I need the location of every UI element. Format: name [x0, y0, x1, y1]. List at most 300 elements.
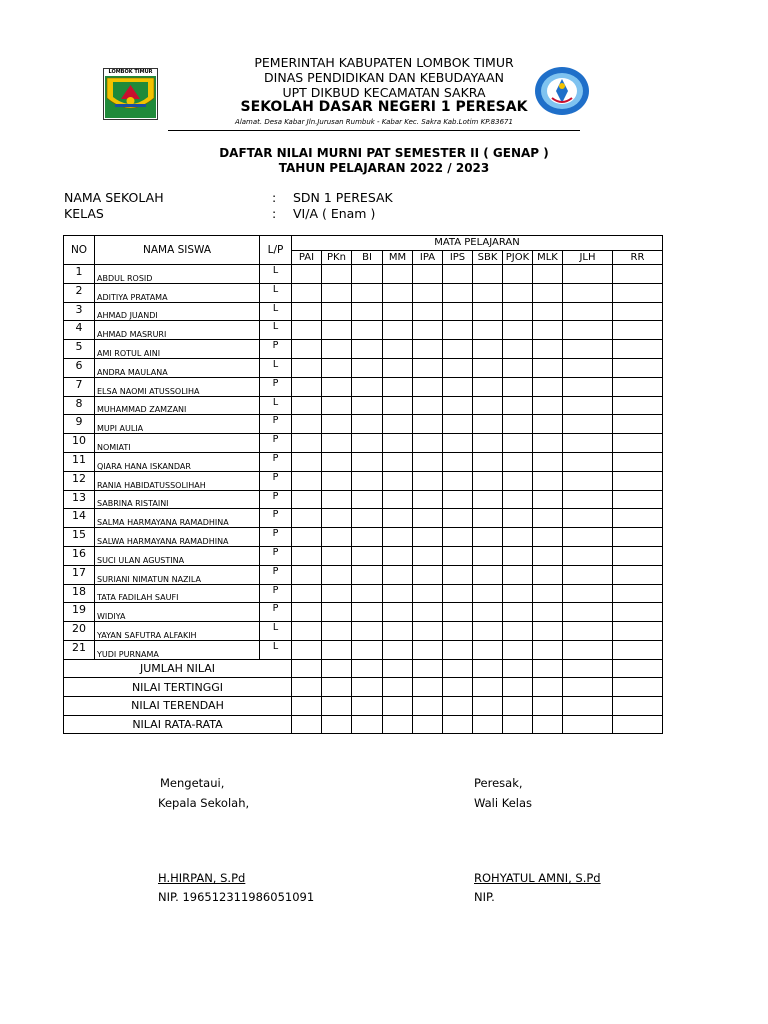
grade-cell[interactable] [563, 490, 613, 509]
summary-cell[interactable] [413, 715, 443, 734]
grade-cell[interactable] [613, 358, 663, 377]
grade-cell[interactable] [322, 358, 352, 377]
grade-cell[interactable] [292, 302, 322, 321]
header-subject-sbk: SBK [473, 250, 503, 265]
grade-cell[interactable] [443, 321, 473, 340]
grade-cell[interactable] [563, 509, 613, 528]
summary-cell[interactable] [563, 678, 613, 697]
summary-cell[interactable] [473, 696, 503, 715]
grade-cell[interactable] [563, 415, 613, 434]
grade-cell[interactable] [563, 603, 613, 622]
grade-cell[interactable] [413, 358, 443, 377]
grade-cell[interactable] [473, 283, 503, 302]
grade-cell[interactable] [563, 528, 613, 547]
grade-cell[interactable] [292, 415, 322, 434]
grade-cell[interactable] [383, 565, 413, 584]
summary-cell[interactable] [533, 659, 563, 678]
grade-cell[interactable] [443, 377, 473, 396]
grade-cell[interactable] [473, 603, 503, 622]
row-gender: L [260, 396, 292, 415]
grade-cell[interactable] [383, 358, 413, 377]
grade-cell[interactable] [413, 415, 443, 434]
grade-cell[interactable] [503, 528, 533, 547]
grade-cell[interactable] [322, 321, 352, 340]
grade-cell[interactable] [413, 622, 443, 641]
grade-cell[interactable] [443, 565, 473, 584]
grade-cell[interactable] [533, 283, 563, 302]
grade-cell[interactable] [563, 452, 613, 471]
grade-cell[interactable] [292, 546, 322, 565]
summary-cell[interactable] [413, 659, 443, 678]
grade-cell[interactable] [383, 302, 413, 321]
grade-cell[interactable] [383, 471, 413, 490]
row-number: 6 [64, 358, 95, 377]
summary-cell[interactable] [352, 696, 383, 715]
grade-cell[interactable] [473, 528, 503, 547]
grade-cell[interactable] [563, 265, 613, 284]
grade-cell[interactable] [563, 471, 613, 490]
grade-cell[interactable] [322, 509, 352, 528]
grade-cell[interactable] [473, 302, 503, 321]
grade-cell[interactable] [352, 358, 383, 377]
grade-cell[interactable] [563, 622, 613, 641]
summary-cell[interactable] [352, 678, 383, 697]
summary-cell[interactable] [322, 659, 352, 678]
grade-cell[interactable] [322, 302, 352, 321]
grade-cell[interactable] [503, 603, 533, 622]
grade-cell[interactable] [383, 377, 413, 396]
grade-cell[interactable] [383, 509, 413, 528]
grade-cell[interactable] [413, 471, 443, 490]
grade-cell[interactable] [292, 358, 322, 377]
grade-cell[interactable] [563, 283, 613, 302]
grade-cell[interactable] [473, 452, 503, 471]
letterhead-department: DINAS PENDIDIKAN DAN KEBUDAYAAN [264, 70, 504, 85]
row-gender: P [260, 340, 292, 359]
grade-cell[interactable] [503, 283, 533, 302]
summary-cell[interactable] [503, 715, 533, 734]
row-number: 9 [64, 415, 95, 434]
grade-cell[interactable] [613, 396, 663, 415]
grade-cell[interactable] [613, 490, 663, 509]
grade-cell[interactable] [443, 490, 473, 509]
grade-cell[interactable] [563, 377, 613, 396]
grade-cell[interactable] [533, 377, 563, 396]
grade-cell[interactable] [352, 490, 383, 509]
summary-cell[interactable] [443, 696, 473, 715]
grade-cell[interactable] [533, 528, 563, 547]
grade-cell[interactable] [613, 603, 663, 622]
summary-cell[interactable] [383, 659, 413, 678]
row-number: 21 [64, 640, 95, 659]
grade-cell[interactable] [322, 415, 352, 434]
grade-cell[interactable] [503, 377, 533, 396]
grade-cell[interactable] [443, 283, 473, 302]
grade-cell[interactable] [413, 565, 443, 584]
grade-cell[interactable] [322, 490, 352, 509]
grade-cell[interactable] [503, 396, 533, 415]
grade-cell[interactable] [413, 434, 443, 453]
grade-cell[interactable] [533, 396, 563, 415]
grade-cell[interactable] [383, 396, 413, 415]
summary-cell[interactable] [443, 678, 473, 697]
grade-cell[interactable] [503, 434, 533, 453]
grade-cell[interactable] [473, 565, 503, 584]
grade-cell[interactable] [352, 302, 383, 321]
grade-cell[interactable] [322, 377, 352, 396]
summary-cell[interactable] [383, 715, 413, 734]
grade-cell[interactable] [533, 415, 563, 434]
grade-cell[interactable] [322, 265, 352, 284]
grade-cell[interactable] [563, 302, 613, 321]
grade-cell[interactable] [352, 452, 383, 471]
grade-cell[interactable] [352, 434, 383, 453]
class-separator: : [272, 206, 277, 221]
grade-cell[interactable] [503, 546, 533, 565]
summary-cell[interactable] [292, 678, 322, 697]
grade-cell[interactable] [413, 584, 443, 603]
grade-cell[interactable] [533, 321, 563, 340]
grade-cell[interactable] [292, 640, 322, 659]
grade-cell[interactable] [383, 452, 413, 471]
grade-cell[interactable] [503, 340, 533, 359]
grade-cell[interactable] [443, 528, 473, 547]
grade-cell[interactable] [533, 471, 563, 490]
summary-cell[interactable] [563, 715, 613, 734]
grade-cell[interactable] [383, 265, 413, 284]
grade-cell[interactable] [383, 584, 413, 603]
grade-cell[interactable] [292, 396, 322, 415]
summary-cell[interactable] [473, 678, 503, 697]
grade-cell[interactable] [503, 302, 533, 321]
summary-cell[interactable] [613, 696, 663, 715]
header-subject-rr: RR [613, 250, 663, 265]
grade-cell[interactable] [322, 640, 352, 659]
grade-cell[interactable] [322, 434, 352, 453]
grade-cell[interactable] [503, 490, 533, 509]
grade-cell[interactable] [533, 509, 563, 528]
grade-cell[interactable] [473, 546, 503, 565]
row-student-name: ABDUL ROSID [95, 265, 260, 284]
grade-cell[interactable] [322, 584, 352, 603]
grade-cell[interactable] [563, 396, 613, 415]
signature-left-nip: NIP. 196512311986051091 [158, 890, 315, 904]
grade-cell[interactable] [413, 340, 443, 359]
summary-cell[interactable] [383, 678, 413, 697]
grade-cell[interactable] [503, 622, 533, 641]
grade-cell[interactable] [292, 434, 322, 453]
grade-cell[interactable] [613, 283, 663, 302]
header-subject-mm: MM [383, 250, 413, 265]
grade-cell[interactable] [352, 265, 383, 284]
grade-cell[interactable] [443, 584, 473, 603]
grade-cell[interactable] [443, 546, 473, 565]
grade-cell[interactable] [533, 622, 563, 641]
grade-cell[interactable] [613, 302, 663, 321]
grade-cell[interactable] [563, 358, 613, 377]
row-gender: L [260, 358, 292, 377]
grade-cell[interactable] [443, 396, 473, 415]
grade-cell[interactable] [563, 321, 613, 340]
grade-cell[interactable] [613, 321, 663, 340]
grade-cell[interactable] [473, 321, 503, 340]
grade-cell[interactable] [292, 490, 322, 509]
table-row [64, 265, 663, 284]
grade-cell[interactable] [533, 603, 563, 622]
summary-cell[interactable] [613, 678, 663, 697]
grade-cell[interactable] [292, 340, 322, 359]
grade-cell[interactable] [473, 358, 503, 377]
grade-cell[interactable] [352, 528, 383, 547]
header-subject-ips: IPS [443, 250, 473, 265]
summary-cell[interactable] [563, 696, 613, 715]
grade-cell[interactable] [352, 340, 383, 359]
summary-cell[interactable] [322, 678, 352, 697]
grade-cell[interactable] [413, 490, 443, 509]
grade-cell[interactable] [413, 321, 443, 340]
grade-cell[interactable] [443, 340, 473, 359]
grade-cell[interactable] [413, 377, 443, 396]
summary-cell[interactable] [292, 696, 322, 715]
summary-cell[interactable] [413, 696, 443, 715]
summary-cell[interactable] [413, 678, 443, 697]
grade-cell[interactable] [352, 546, 383, 565]
grade-cell[interactable] [322, 396, 352, 415]
grade-cell[interactable] [292, 509, 322, 528]
row-number: 10 [64, 434, 95, 453]
grade-cell[interactable] [563, 640, 613, 659]
grade-cell[interactable] [322, 528, 352, 547]
grade-cell[interactable] [473, 509, 503, 528]
summary-cell[interactable] [533, 715, 563, 734]
summary-cell[interactable] [503, 659, 533, 678]
grade-cell[interactable] [322, 622, 352, 641]
grade-cell[interactable] [613, 546, 663, 565]
grade-cell[interactable] [613, 622, 663, 641]
grade-cell[interactable] [613, 265, 663, 284]
grade-cell[interactable] [533, 302, 563, 321]
summary-cell[interactable] [503, 678, 533, 697]
grade-cell[interactable] [533, 490, 563, 509]
grade-cell[interactable] [443, 265, 473, 284]
grade-cell[interactable] [503, 415, 533, 434]
grade-cell[interactable] [563, 546, 613, 565]
grade-cell[interactable] [443, 640, 473, 659]
grade-cell[interactable] [383, 321, 413, 340]
summary-cell[interactable] [322, 696, 352, 715]
grade-cell[interactable] [292, 283, 322, 302]
grade-cell[interactable] [473, 340, 503, 359]
grade-cell[interactable] [613, 528, 663, 547]
grade-cell[interactable] [613, 565, 663, 584]
grade-cell[interactable] [352, 283, 383, 302]
grade-cell[interactable] [413, 546, 443, 565]
summary-cell[interactable] [503, 696, 533, 715]
grade-cell[interactable] [383, 546, 413, 565]
grade-cell[interactable] [413, 640, 443, 659]
grade-cell[interactable] [352, 640, 383, 659]
grade-cell[interactable] [292, 471, 322, 490]
grade-cell[interactable] [352, 622, 383, 641]
grade-cell[interactable] [443, 471, 473, 490]
grade-cell[interactable] [292, 321, 322, 340]
grade-cell[interactable] [613, 452, 663, 471]
grade-cell[interactable] [473, 584, 503, 603]
grade-cell[interactable] [352, 377, 383, 396]
summary-cell[interactable] [533, 696, 563, 715]
grade-cell[interactable] [383, 528, 413, 547]
grade-cell[interactable] [613, 415, 663, 434]
grade-cell[interactable] [533, 434, 563, 453]
grade-cell[interactable] [503, 584, 533, 603]
table-row [64, 622, 663, 641]
grade-cell[interactable] [352, 584, 383, 603]
grade-cell[interactable] [503, 358, 533, 377]
grade-cell[interactable] [413, 528, 443, 547]
grade-cell[interactable] [292, 377, 322, 396]
grade-cell[interactable] [352, 471, 383, 490]
grade-cell[interactable] [322, 452, 352, 471]
grade-cell[interactable] [613, 509, 663, 528]
grade-cell[interactable] [383, 434, 413, 453]
grade-cell[interactable] [292, 584, 322, 603]
grade-cell[interactable] [473, 490, 503, 509]
grade-cell[interactable] [503, 565, 533, 584]
grade-cell[interactable] [613, 584, 663, 603]
grade-cell[interactable] [413, 452, 443, 471]
grade-cell[interactable] [322, 471, 352, 490]
grade-cell[interactable] [503, 471, 533, 490]
grade-cell[interactable] [322, 283, 352, 302]
summary-cell[interactable] [613, 659, 663, 678]
grade-cell[interactable] [473, 377, 503, 396]
grade-cell[interactable] [443, 434, 473, 453]
grade-cell[interactable] [352, 603, 383, 622]
grade-cell[interactable] [292, 622, 322, 641]
grade-cell[interactable] [292, 452, 322, 471]
grade-cell[interactable] [563, 565, 613, 584]
grade-cell[interactable] [613, 340, 663, 359]
grade-cell[interactable] [322, 603, 352, 622]
row-number: 8 [64, 396, 95, 415]
summary-cell[interactable] [383, 696, 413, 715]
grade-cell[interactable] [533, 452, 563, 471]
summary-cell[interactable] [443, 659, 473, 678]
grade-cell[interactable] [533, 565, 563, 584]
grade-cell[interactable] [383, 490, 413, 509]
grade-cell[interactable] [503, 321, 533, 340]
grade-cell[interactable] [413, 509, 443, 528]
grade-cell[interactable] [443, 603, 473, 622]
grade-cell[interactable] [292, 265, 322, 284]
grade-cell[interactable] [533, 358, 563, 377]
grade-cell[interactable] [352, 509, 383, 528]
summary-cell[interactable] [473, 715, 503, 734]
grade-cell[interactable] [473, 265, 503, 284]
grade-cell[interactable] [473, 434, 503, 453]
summary-cell[interactable] [473, 659, 503, 678]
grade-cell[interactable] [503, 640, 533, 659]
table-row [64, 546, 663, 565]
grade-cell[interactable] [443, 302, 473, 321]
grade-cell[interactable] [292, 603, 322, 622]
table-row [64, 490, 663, 509]
grade-cell[interactable] [613, 434, 663, 453]
grade-cell[interactable] [322, 546, 352, 565]
grade-cell[interactable] [413, 302, 443, 321]
grade-cell[interactable] [352, 565, 383, 584]
grade-cell[interactable] [383, 622, 413, 641]
grade-cell[interactable] [473, 396, 503, 415]
summary-cell[interactable] [563, 659, 613, 678]
grade-cell[interactable] [533, 265, 563, 284]
grade-cell[interactable] [533, 584, 563, 603]
grade-cell[interactable] [533, 546, 563, 565]
summary-cell[interactable] [443, 715, 473, 734]
grade-cell[interactable] [383, 415, 413, 434]
grade-cell[interactable] [503, 452, 533, 471]
summary-row [64, 696, 663, 715]
grade-cell[interactable] [473, 640, 503, 659]
grade-cell[interactable] [443, 415, 473, 434]
grade-cell[interactable] [443, 358, 473, 377]
grade-cell[interactable] [383, 340, 413, 359]
grade-cell[interactable] [503, 265, 533, 284]
summary-cell[interactable] [613, 715, 663, 734]
grade-cell[interactable] [443, 509, 473, 528]
grade-cell[interactable] [292, 565, 322, 584]
grade-cell[interactable] [322, 565, 352, 584]
grade-cell[interactable] [413, 396, 443, 415]
table-row [64, 283, 663, 302]
summary-cell[interactable] [352, 715, 383, 734]
grade-cell[interactable] [503, 509, 533, 528]
grade-cell[interactable] [413, 265, 443, 284]
grade-cell[interactable] [613, 471, 663, 490]
grade-cell[interactable] [322, 340, 352, 359]
grade-cell[interactable] [613, 640, 663, 659]
summary-cell[interactable] [352, 659, 383, 678]
grade-cell[interactable] [352, 396, 383, 415]
grade-cell[interactable] [352, 321, 383, 340]
grade-cell[interactable] [533, 640, 563, 659]
grade-cell[interactable] [383, 283, 413, 302]
summary-row [64, 715, 663, 734]
grade-cell[interactable] [563, 584, 613, 603]
grade-cell[interactable] [413, 603, 443, 622]
grade-cell[interactable] [383, 640, 413, 659]
grade-cell[interactable] [473, 415, 503, 434]
grade-cell[interactable] [443, 622, 473, 641]
summary-cell[interactable] [322, 715, 352, 734]
grade-cell[interactable] [533, 340, 563, 359]
grade-cell[interactable] [443, 452, 473, 471]
grade-cell[interactable] [613, 377, 663, 396]
summary-cell[interactable] [533, 678, 563, 697]
row-student-name: SALMA HARMAYANA RAMADHINA [95, 509, 260, 528]
summary-cell[interactable] [292, 715, 322, 734]
grade-cell[interactable] [413, 283, 443, 302]
signature-right-role: Wali Kelas [474, 796, 533, 810]
grade-cell[interactable] [352, 415, 383, 434]
grade-cell[interactable] [563, 434, 613, 453]
grade-cell[interactable] [473, 471, 503, 490]
grade-cell[interactable] [473, 622, 503, 641]
summary-cell[interactable] [292, 659, 322, 678]
grade-cell[interactable] [563, 340, 613, 359]
grade-cell[interactable] [383, 603, 413, 622]
grade-cell[interactable] [292, 528, 322, 547]
